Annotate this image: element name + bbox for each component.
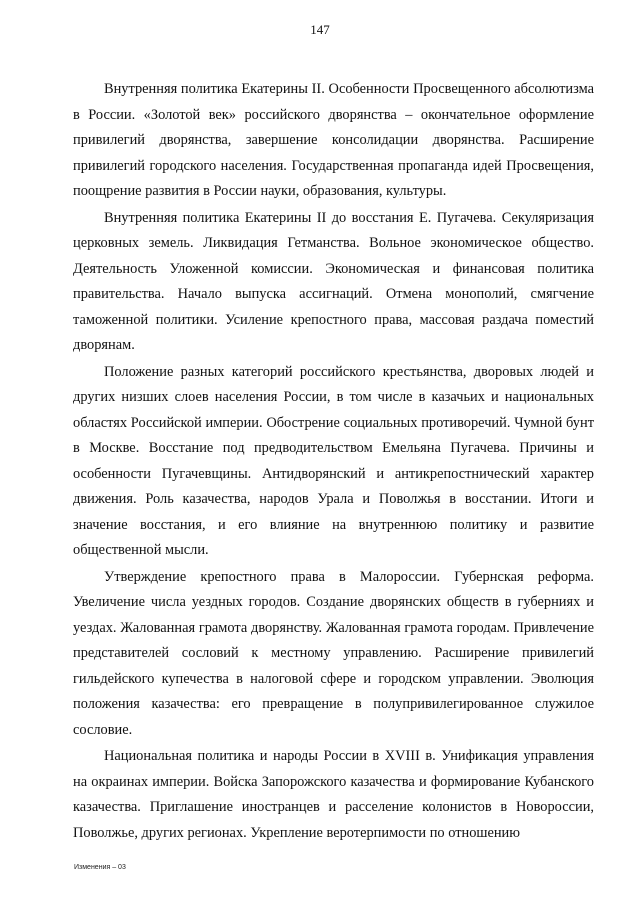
paragraph-catherine-internal-policy: Внутренняя политика Екатерины II. Особенности Просвещенного абсолютизма в России. «Золотой век» российского дворянства – окончательное оформление привилегий дворянства, завершение консолидации дворянства. Расширение привилегий городского населения. Государственная пропаганда идей Просвещения, поощрение развития в России науки, образования, культуры. — [73, 81, 594, 199]
paragraph-policy-before-pugachev: Внутренняя политика Екатерины II до восстания Е. Пугачева. Секуляризация церковных земель. Ликвидация Гетманства. Вольное экономическое общество. Деятельность Уложенной комиссии. Экономическая и финансовая политика правительства. Начало выпуска ассигнаций. Отмена монополий, смягчение таможенной политики. Усиление крепостного права, массовая раздача поместий дворянам. — [73, 209, 594, 353]
paragraph-national-policy: Национальная политика и народы России в XVIII в. Унификация управления на окраинах империи. Войска Запорожского казачества и формирование Кубанского казачества. Приглашение иностранцев и расселение колонистов в Новороссии, Поволжье, других регионах. Укрепление веротерпимости по отношению — [73, 748, 594, 841]
page-number: 147 — [310, 22, 330, 37]
paragraph-peasantry-and-uprising: Положение разных категорий российского крестьянства, дворовых людей и других низших слоев населения России, в том числе в казачьих и национальных областях Российской империи. Обострение социальных противоречий. Чумной бунт в Москве. Восстание под предводительством Емельяна Пугачева. Причины и особенности Пугачевщины. Антидворянский и антикрепостнический характер движения. Роль казачества, народов Урала и Поволжья в восстании. Итоги и значение восстания, и его влияние на внутреннюю политику и развитие общественной мысли. — [73, 363, 594, 558]
footer-revision-note: Изменения – 03 — [74, 864, 126, 871]
paragraph-serfdom-and-reforms: Утверждение крепостного права в Малороссии. Губернская реформа. Увеличение числа уездных городов. Создание дворянских обществ в губерниях и уездах. Жалованная грамота дворянству. Жалованная грамота городам. Привлечение представителей сословий к местному управлению. Расширение привилегий гильдейского купечества в налоговой сфере и городском управлении. Эволюция положения казачества: его превращение в полупривилегированное служилое сословие. — [73, 568, 594, 738]
body-text — [73, 77, 594, 847]
